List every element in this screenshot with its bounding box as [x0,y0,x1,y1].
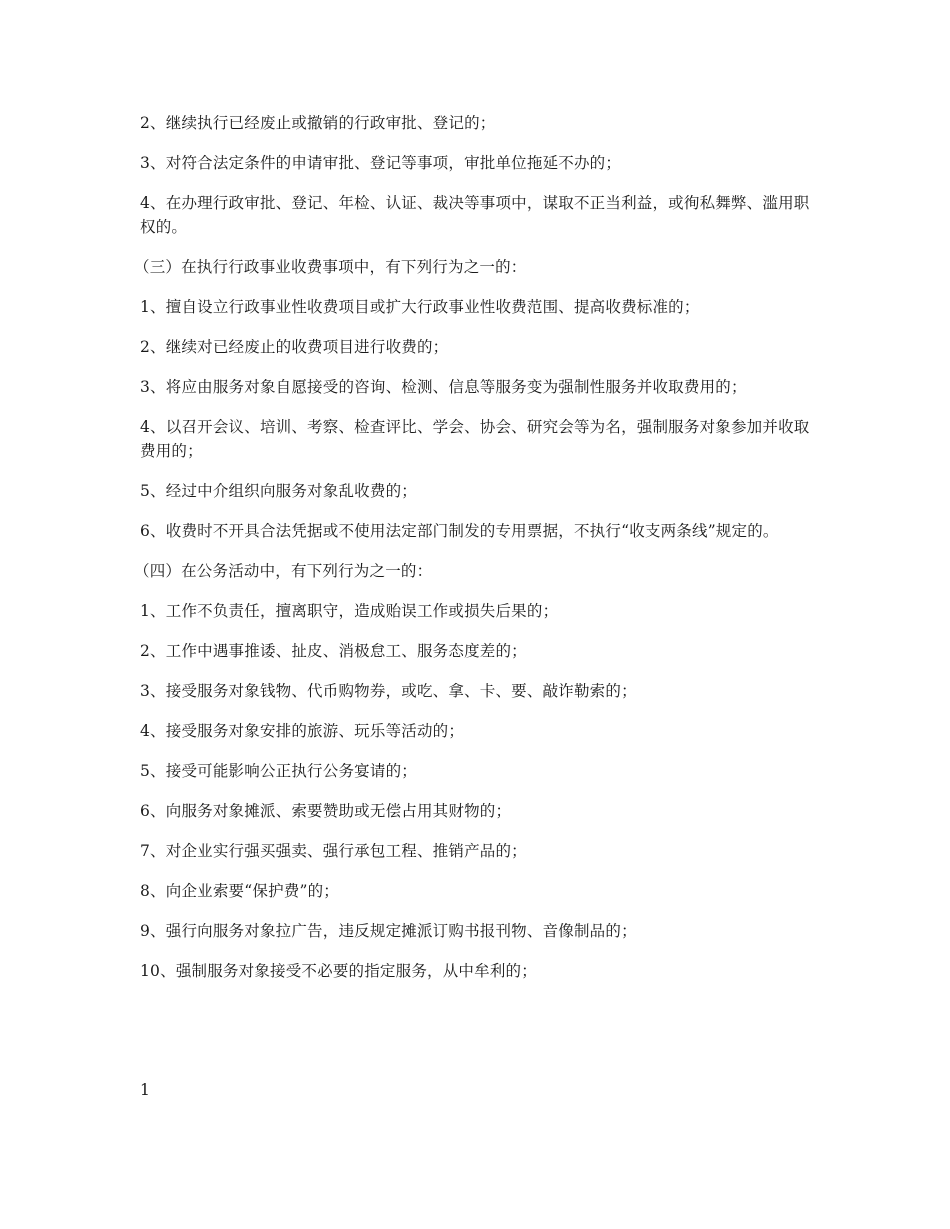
list-item: 3、将应由服务对象自愿接受的咨询、检测、信息等服务变为强制性服务并收取费用的； [140,378,747,396]
list-item: 9、强行向服务对象拉广告，违反规定摊派订购书报刊物、音像制品的； [140,922,637,940]
list-item: 6、收费时不开具合法凭据或不使用法定部门制发的专用票据，不执行“收支两条线”规定的。 [140,522,779,540]
section-heading: （四）在公务活动中，有下列行为之一的： [134,562,433,580]
list-item: 7、对企业实行强买强卖、强行承包工程、推销产品的； [140,842,527,860]
list-item: 4、在办理行政审批、登记、年检、认证、裁决等事项中，谋取不正当利益，或徇私舞弊、滥用职权的。 [140,194,810,236]
list-item: 2、继续执行已经废止或撤销的行政审批、登记的； [140,114,496,132]
list-item: 8、向企业索要“保护费”的； [140,882,340,900]
section-heading: （三）在执行行政事业收费事项中，有下列行为之一的： [134,258,527,276]
list-item: 3、对符合法定条件的申请审批、登记等事项，审批单位拖延不办的； [140,154,622,172]
list-item: 1、擅自设立行政事业性收费项目或扩大行政事业性收费范围、提高收费标准的； [140,298,700,316]
list-item: 3、接受服务对象钱物、代币购物券，或吃、拿、卡、要、敲诈勒索的； [140,682,637,700]
page-number: 1 [140,1081,150,1099]
list-item: 1、工作不负责任，擅离职守，造成贻误工作或损失后果的； [140,602,559,620]
list-item: 6、向服务对象摊派、索要赞助或无偿占用其财物的； [140,802,512,820]
list-item: 4、以召开会议、培训、考察、检查评比、学会、协会、研究会等为名，强制服务对象参加并收取费用的； [140,418,810,460]
list-item: 5、接受可能影响公正执行公务宴请的； [140,762,417,780]
list-item: 2、工作中遇事推诿、扯皮、消极怠工、服务态度差的； [140,642,527,660]
list-item: 10、强制服务对象接受不必要的指定服务，从中牟利的； [140,962,537,980]
list-item: 4、接受服务对象安排的旅游、玩乐等活动的； [140,722,465,740]
document-body [134,111,810,999]
list-item: 5、经过中介组织向服务对象乱收费的； [140,482,417,500]
list-item: 2、继续对已经废止的收费项目进行收费的； [140,338,449,356]
